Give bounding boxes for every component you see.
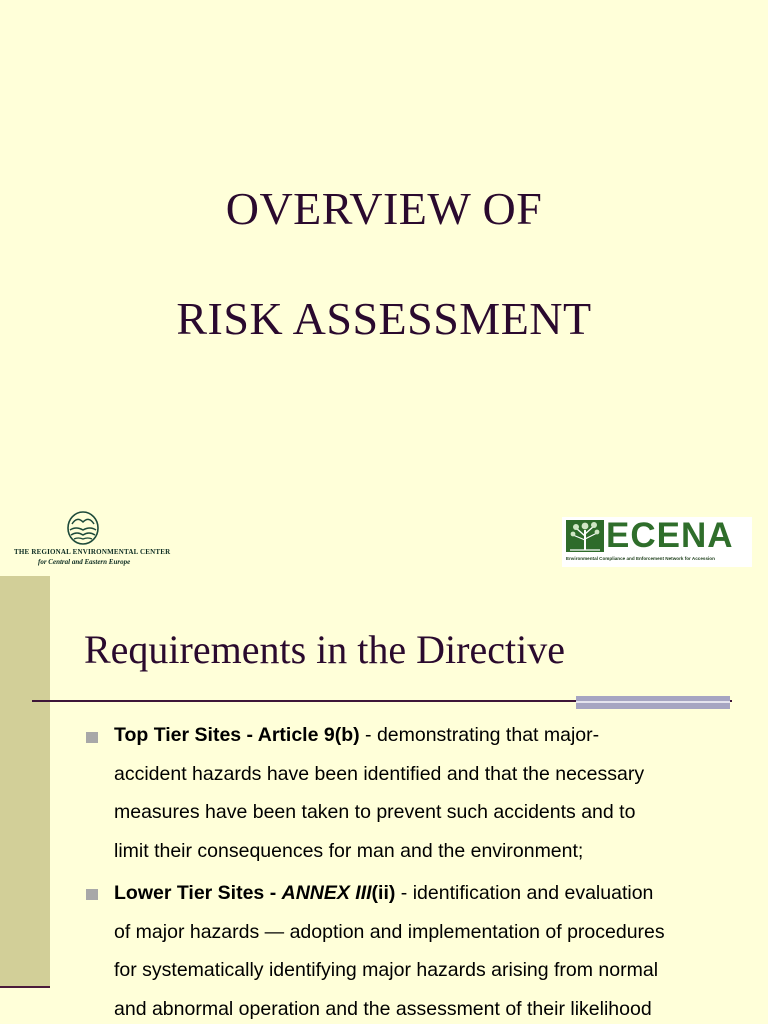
bullet-lead-tail: (ii) (371, 882, 396, 904)
bullet-line: of major hazards — adoption and implementation of procedures (114, 920, 665, 943)
bullet-lead: Top Tier Sites - Article 9(b) (114, 724, 360, 746)
ecena-logo (562, 517, 752, 567)
slide-title-line-2: RISK ASSESSMENT (176, 293, 592, 344)
bullet-line: for systematically identifying major hazards arising from normal (114, 959, 659, 981)
ecena-wordmark: ECENA (606, 516, 734, 555)
tree-icon (566, 520, 604, 552)
bullet-line-rest: - demonstrating that major- (359, 724, 600, 746)
bullet-line: and abnormal operation and the assessment of their likelihood (114, 997, 652, 1020)
bullet-line: accident hazards have been identified and that the necessary (114, 762, 645, 785)
bullet-line-rest: - identification and evaluation (395, 882, 654, 904)
bullet-line: measures have been taken to prevent such accidents and to (114, 801, 636, 823)
rec-logo (14, 510, 171, 570)
bullet-lead: Lower Tier Sites - (114, 882, 282, 904)
bullet-lead-italic: ANNEX III (281, 882, 372, 904)
slide-heading: Requirements in the Directive (84, 627, 565, 672)
bullet-marker (86, 732, 98, 743)
bullet-marker (86, 889, 98, 900)
rec-logo-name: THE REGIONAL ENVIRONMENTAL CENTER (14, 548, 171, 556)
bullet-text-top-tier (114, 716, 744, 870)
ecena-subtitle: Environmental Compliance and Enforcement Network for Accession (566, 556, 715, 561)
bullet-line: limit their consequences for man and the environment; (114, 839, 584, 862)
side-bar-underline (0, 986, 50, 988)
bullet-line (114, 716, 744, 755)
side-bar (0, 576, 50, 986)
bullet-text-lower-tier (114, 874, 744, 1024)
rec-logo-subtitle: for Central and Eastern Europe (38, 558, 131, 566)
divider-accent (576, 696, 730, 709)
bullet-line (114, 874, 744, 913)
rec-emblem-icon (66, 510, 100, 546)
content-slide (0, 576, 768, 1024)
slide-title-line-1: OVERVIEW OF (225, 183, 543, 234)
